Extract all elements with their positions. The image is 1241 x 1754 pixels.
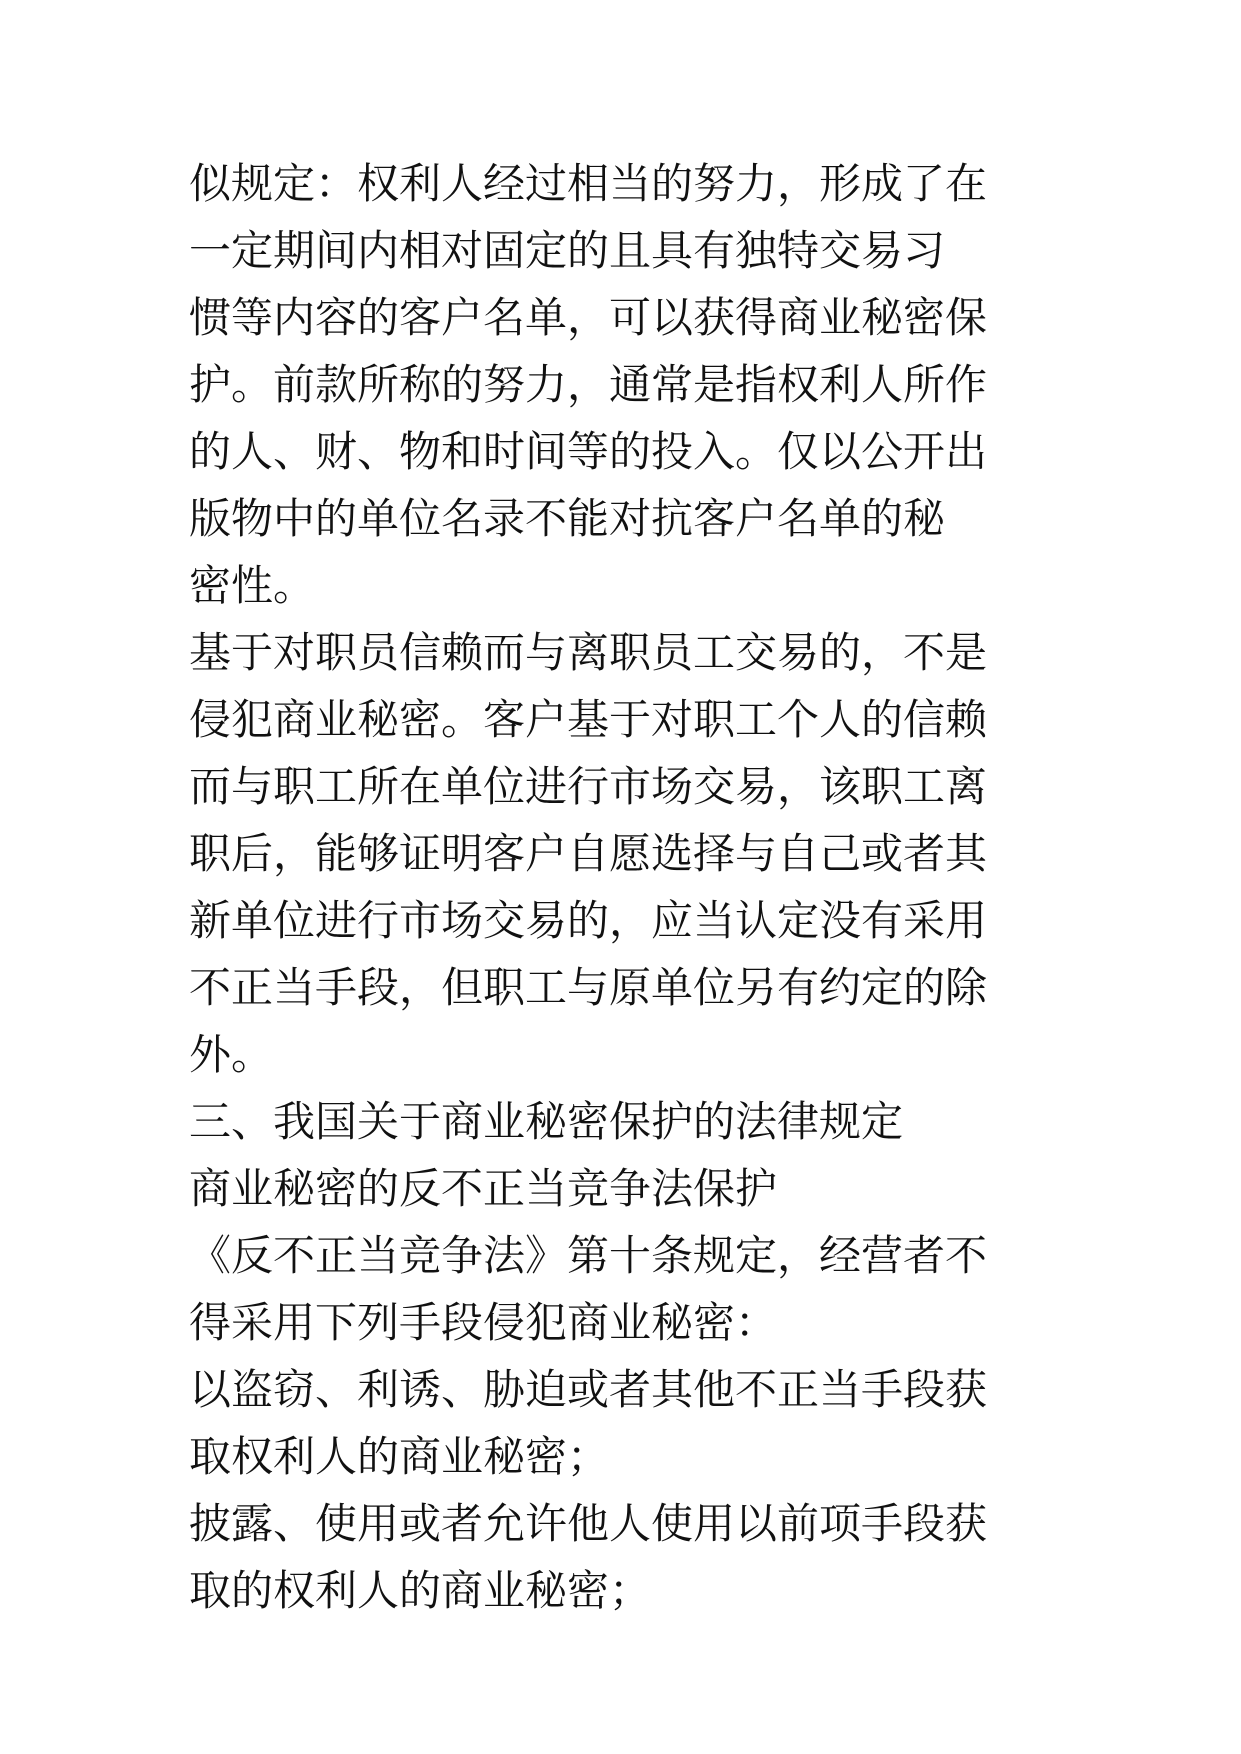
text-line: 不正当手段，但职工与原单位另有约定的除	[189, 963, 988, 1012]
subsection-heading: 商业秘密的反不正当竞争法保护	[189, 1164, 778, 1213]
text-line: 一定期间内相对固定的且具有独特交易习	[189, 226, 946, 275]
list-item-line: 取的权利人的商业秘密；	[189, 1566, 652, 1615]
text-line: 密性。	[189, 561, 316, 610]
text-line: 《反不正当竞争法》第十条规定，经营者不	[189, 1231, 988, 1280]
list-item-line: 以盗窃、利诱、胁迫或者其他不正当手段获	[189, 1365, 988, 1414]
text-line: 职后，能够证明客户自愿选择与自己或者其	[189, 829, 988, 878]
text-line: 外。	[189, 1030, 274, 1079]
text-line: 似规定：权利人经过相当的努力，形成了在	[189, 159, 988, 208]
text-line: 得采用下列手段侵犯商业秘密：	[189, 1298, 778, 1347]
list-item-line: 披露、使用或者允许他人使用以前项手段获	[189, 1499, 988, 1548]
text-line: 惯等内容的客户名单，可以获得商业秘密保	[189, 293, 988, 342]
list-item-line: 取权利人的商业秘密；	[189, 1432, 610, 1481]
section-heading: 三、我国关于商业秘密保护的法律规定	[189, 1097, 904, 1146]
text-line: 侵犯商业秘密。客户基于对职工个人的信赖	[189, 695, 988, 744]
document-body	[189, 150, 1069, 1624]
text-line: 版物中的单位名录不能对抗客户名单的秘	[189, 494, 946, 543]
text-line: 的人、财、物和时间等的投入。仅以公开出	[189, 427, 988, 476]
text-line: 基于对职员信赖而与离职员工交易的，不是	[189, 628, 988, 677]
text-line: 护。前款所称的努力，通常是指权利人所作	[189, 360, 988, 409]
text-line: 而与职工所在单位进行市场交易，该职工离	[189, 762, 988, 811]
text-line: 新单位进行市场交易的，应当认定没有采用	[189, 896, 988, 945]
